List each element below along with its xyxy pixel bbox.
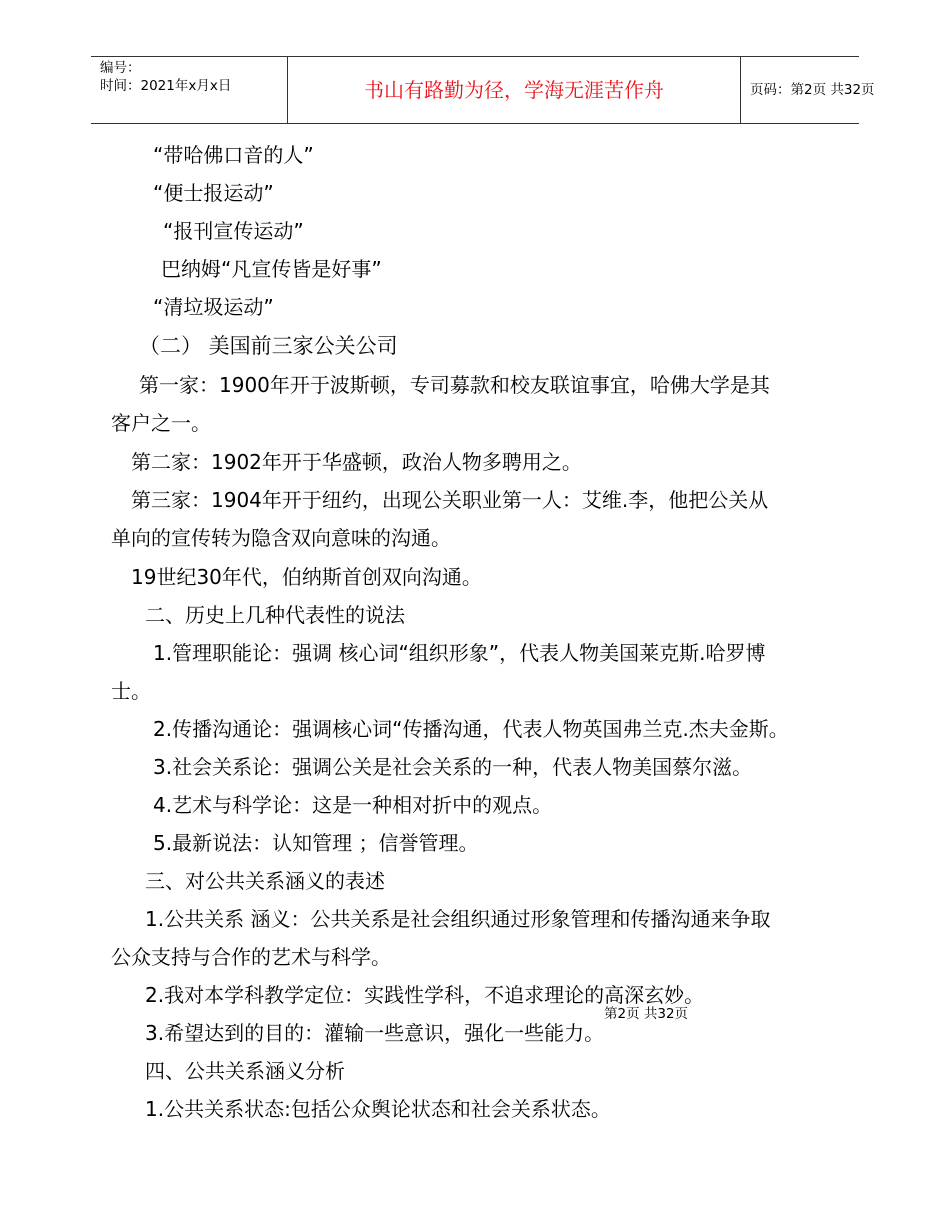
section-heading: （二） 美国前三家公关公司 bbox=[139, 334, 398, 358]
document-number-label: 编号： bbox=[100, 60, 141, 76]
body-line: 1.公共关系 涵义：公共关系是社会组织通过形象管理和传播沟通来争取 bbox=[145, 907, 771, 931]
body-line: 4.艺术与科学论：这是一种相对折中的观点。 bbox=[153, 793, 553, 817]
body-line: 2.传播沟通论：强调核心词“传播沟通，代表人物英国弗兰克.杰夫金斯。 bbox=[153, 717, 789, 741]
body-line: 客户之一。 bbox=[111, 411, 211, 435]
body-line: 19世纪30年代，伯纳斯首创双向沟通。 bbox=[131, 565, 482, 589]
page-header bbox=[91, 56, 875, 124]
header-page-cell bbox=[741, 57, 875, 123]
header-motto-cell bbox=[287, 57, 741, 123]
body-line: 单向的宣传转为隐含双向意味的沟通。 bbox=[111, 526, 451, 550]
body-line: 1.公共关系状态:包括公众舆论状态和社会关系状态。 bbox=[145, 1097, 611, 1121]
header-meta-cell bbox=[91, 57, 287, 123]
section-heading: 三、对公共关系涵义的表述 bbox=[145, 869, 385, 893]
body-line: 2.我对本学科教学定位：实践性学科，不追求理论的高深玄妙。 bbox=[145, 983, 705, 1007]
body-line: 士。 bbox=[111, 679, 151, 703]
body-line: 第一家：1900年开于波斯顿，专司募款和校友联谊事宜，哈佛大学是其 bbox=[139, 373, 770, 397]
body-line: 3.社会关系论：强调公关是社会关系的一种，代表人物美国蔡尔滋。 bbox=[153, 755, 753, 779]
body-line: “便士报运动” bbox=[153, 181, 274, 205]
body-line: “清垃圾运动” bbox=[153, 295, 274, 319]
body-line: “带哈佛口音的人” bbox=[153, 143, 314, 167]
body-line: 公众支持与合作的艺术与科学。 bbox=[111, 945, 391, 969]
section-heading: 四、公共关系涵义分析 bbox=[145, 1059, 345, 1083]
header-page-info: 页码：第2页 共32页 bbox=[750, 82, 875, 98]
header-motto: 书山有路勤为径，学海无涯苦作舟 bbox=[364, 78, 664, 102]
body-line: 3.希望达到的目的：灌输一些意识，强化一些能力。 bbox=[145, 1021, 605, 1045]
body-line: “报刊宣传运动” bbox=[163, 219, 304, 243]
body-line: 第二家：1902年开于华盛顿，政治人物多聘用之。 bbox=[131, 450, 582, 474]
document-time-label: 时间：2021年x月x日 bbox=[100, 78, 232, 94]
footer-page-number: 第2页 共32页 bbox=[604, 1006, 689, 1022]
section-heading: 二、历史上几种代表性的说法 bbox=[145, 603, 405, 627]
body-line: 5.最新说法：认知管理 ；信誉管理。 bbox=[153, 831, 479, 855]
body-line: 巴纳姆“凡宣传皆是好事” bbox=[161, 257, 382, 281]
body-line: 第三家：1904年开于纽约，出现公关职业第一人：艾维.李，他把公关从 bbox=[131, 488, 769, 512]
body-line: 1.管理职能论：强调 核心词“组织形象”，代表人物美国莱克斯.哈罗博 bbox=[153, 641, 766, 665]
